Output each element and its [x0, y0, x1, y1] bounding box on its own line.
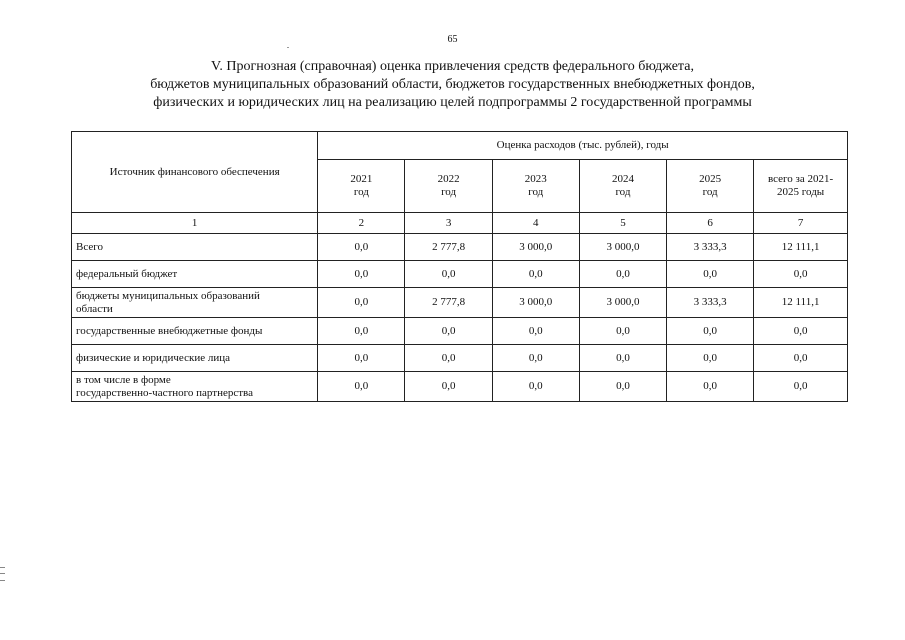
table-cell: 12 111,1 — [754, 234, 848, 261]
row-label-line-1: бюджеты муниципальных образований — [76, 289, 260, 302]
table-row-total — [72, 234, 848, 261]
year-value: 2021 — [350, 172, 373, 185]
row-label: федеральный бюджет — [72, 261, 318, 288]
table-cell: 0,0 — [318, 345, 405, 372]
table-cell: 0,0 — [579, 318, 666, 345]
year-unit: год — [353, 185, 369, 198]
table-cell: 0,0 — [405, 261, 492, 288]
table-cell: 0,0 — [405, 372, 492, 402]
row-label-line-2: государственно-частного партнерства — [76, 386, 253, 399]
table-cell: 0,0 — [754, 345, 848, 372]
table-cell: 3 333,3 — [667, 288, 754, 318]
total-header — [754, 159, 848, 212]
year-value: 2023 — [524, 172, 547, 185]
table-cell: 0,0 — [754, 261, 848, 288]
row-label — [72, 288, 318, 318]
year-value: 2024 — [611, 172, 634, 185]
year-value: 2025 — [699, 172, 722, 185]
table-cell: 0,0 — [667, 345, 754, 372]
table-cell: 0,0 — [754, 318, 848, 345]
row-label-line-1: в том числе в форме — [76, 373, 171, 386]
total-header-line-1: всего за 2021- — [768, 172, 834, 185]
table-cell: 0,0 — [492, 318, 579, 345]
page-number: 65 — [447, 34, 458, 45]
title-line-2: бюджетов муниципальных образований области, бюджетов государственных внебюджетных фондов, — [150, 77, 755, 92]
table-cell: 0,0 — [318, 318, 405, 345]
section-title — [60, 58, 845, 112]
column-number-row — [72, 213, 848, 234]
table-cell: 0,0 — [318, 372, 405, 402]
table-cell: 2 777,8 — [405, 288, 492, 318]
year-value: 2022 — [437, 172, 460, 185]
year-header — [318, 159, 405, 212]
table-cell: 0,0 — [579, 372, 666, 402]
year-header — [667, 159, 754, 212]
column-number: 7 — [754, 213, 848, 234]
scan-speck — [287, 47, 289, 48]
year-header — [579, 159, 666, 212]
column-number: 2 — [318, 213, 405, 234]
table-cell: 3 000,0 — [492, 234, 579, 261]
table-cell: 0,0 — [318, 288, 405, 318]
binding-margin-mark — [0, 567, 5, 581]
table-cell: 0,0 — [318, 261, 405, 288]
table-cell: 0,0 — [579, 261, 666, 288]
column-number: 5 — [579, 213, 666, 234]
expense-estimate-header: Оценка расходов (тыс. рублей), годы — [318, 132, 848, 160]
column-number: 6 — [667, 213, 754, 234]
row-label: Всего — [72, 234, 318, 261]
table-cell: 0,0 — [492, 261, 579, 288]
column-number: 1 — [72, 213, 318, 234]
table-row-federal-budget — [72, 261, 848, 288]
total-header-line-2: 2025 годы — [777, 185, 825, 198]
table-cell: 3 000,0 — [579, 234, 666, 261]
row-label — [72, 372, 318, 402]
row-label-line-2: области — [76, 302, 113, 315]
table-cell: 0,0 — [754, 372, 848, 402]
table-cell: 0,0 — [492, 345, 579, 372]
row-label: физические и юридические лица — [72, 345, 318, 372]
table-row-extrabudgetary-funds — [72, 318, 848, 345]
header-row-1 — [72, 132, 848, 160]
year-unit: год — [615, 185, 631, 198]
table-cell: 3 333,3 — [667, 234, 754, 261]
column-number: 4 — [492, 213, 579, 234]
year-header — [492, 159, 579, 212]
year-unit: год — [702, 185, 718, 198]
table-row-individuals-legal-entities — [72, 345, 848, 372]
year-header — [405, 159, 492, 212]
title-line-3: физических и юридических лиц на реализацию целей подпрограммы 2 государственной программы — [153, 95, 752, 110]
table-cell: 3 000,0 — [579, 288, 666, 318]
table-cell: 3 000,0 — [492, 288, 579, 318]
row-label: государственные внебюджетные фонды — [72, 318, 318, 345]
column-number: 3 — [405, 213, 492, 234]
table-cell: 0,0 — [667, 261, 754, 288]
table-row-ppp — [72, 372, 848, 402]
table-cell: 12 111,1 — [754, 288, 848, 318]
table-row-municipal-budgets — [72, 288, 848, 318]
table-cell: 0,0 — [405, 345, 492, 372]
year-unit: год — [441, 185, 457, 198]
financing-table — [71, 131, 848, 402]
table-cell: 0,0 — [667, 372, 754, 402]
table-cell: 0,0 — [318, 234, 405, 261]
table-cell: 2 777,8 — [405, 234, 492, 261]
table-cell: 0,0 — [667, 318, 754, 345]
table-cell: 0,0 — [579, 345, 666, 372]
title-line-1: V. Прогнозная (справочная) оценка привлечения средств федерального бюджета, — [211, 59, 694, 74]
source-header: Источник финансового обеспечения — [72, 132, 318, 213]
year-unit: год — [528, 185, 544, 198]
table-cell: 0,0 — [405, 318, 492, 345]
table-cell: 0,0 — [492, 372, 579, 402]
